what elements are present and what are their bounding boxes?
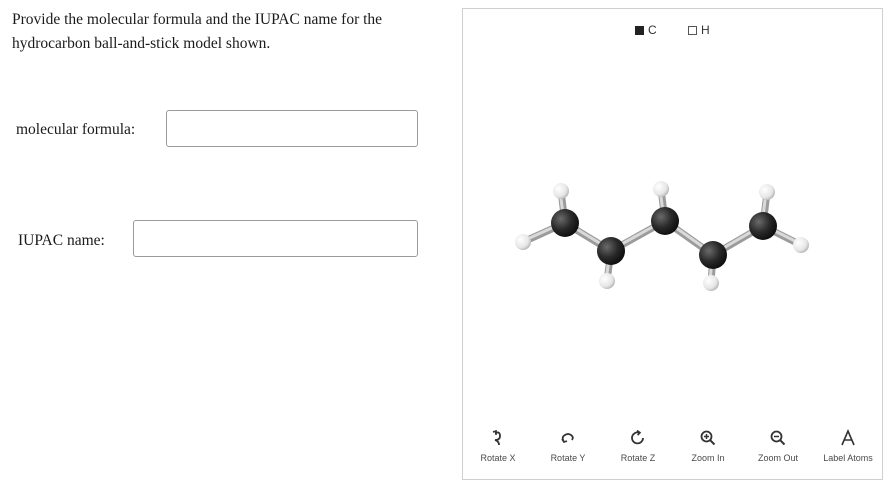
rotate-z-icon: [603, 427, 673, 449]
hydrogen-atom: [515, 234, 531, 250]
zoom-in-label: Zoom In: [691, 453, 725, 463]
hydrogen-atom: [759, 184, 775, 200]
legend-carbon-label: C: [648, 23, 657, 37]
hydrogen-atom: [653, 181, 669, 197]
rotate-x-button[interactable]: [463, 427, 533, 463]
rotate-x-label: Rotate X: [480, 453, 516, 463]
molecular-formula-input[interactable]: [166, 110, 418, 147]
hydrogen-atom: [703, 275, 719, 291]
question-text: Provide the molecular formula and the IUPAC name for the hydrocarbon ball-and-stick model shown.: [12, 11, 383, 52]
iupac-name-input[interactable]: [133, 220, 418, 257]
rotate-y-button[interactable]: [533, 427, 603, 463]
carbon-atom: [597, 237, 625, 265]
carbon-atom: [699, 241, 727, 269]
hydrogen-atom: [793, 237, 809, 253]
molecule-viewer[interactable]: [462, 8, 883, 480]
ball-and-stick-model[interactable]: [463, 9, 884, 409]
rotate-y-icon: [533, 427, 603, 449]
carbon-atom: [551, 209, 579, 237]
label-atoms-icon: [813, 427, 883, 449]
zoom-out-button[interactable]: [743, 427, 813, 463]
carbon-atom: [651, 207, 679, 235]
legend-hydrogen-label: H: [701, 23, 710, 37]
zoom-out-label: Zoom Out: [757, 453, 798, 463]
label-atoms-label: Label Atoms: [823, 453, 873, 463]
carbon-atom: [749, 212, 777, 240]
zoom-in-icon: [673, 427, 743, 449]
rotate-y-label: Rotate Y: [550, 453, 586, 463]
label-atoms-button[interactable]: [813, 427, 883, 463]
rotate-z-button[interactable]: [603, 427, 673, 463]
zoom-out-icon: [743, 427, 813, 449]
formula-label: molecular formula:: [16, 121, 136, 138]
zoom-in-button[interactable]: [673, 427, 743, 463]
iupac-name-label: IUPAC name:: [18, 232, 105, 249]
rotate-z-label: Rotate Z: [620, 453, 656, 463]
rotate-x-icon: [463, 427, 533, 449]
hydrogen-atom: [553, 183, 569, 199]
hydrogen-atom: [599, 273, 615, 289]
